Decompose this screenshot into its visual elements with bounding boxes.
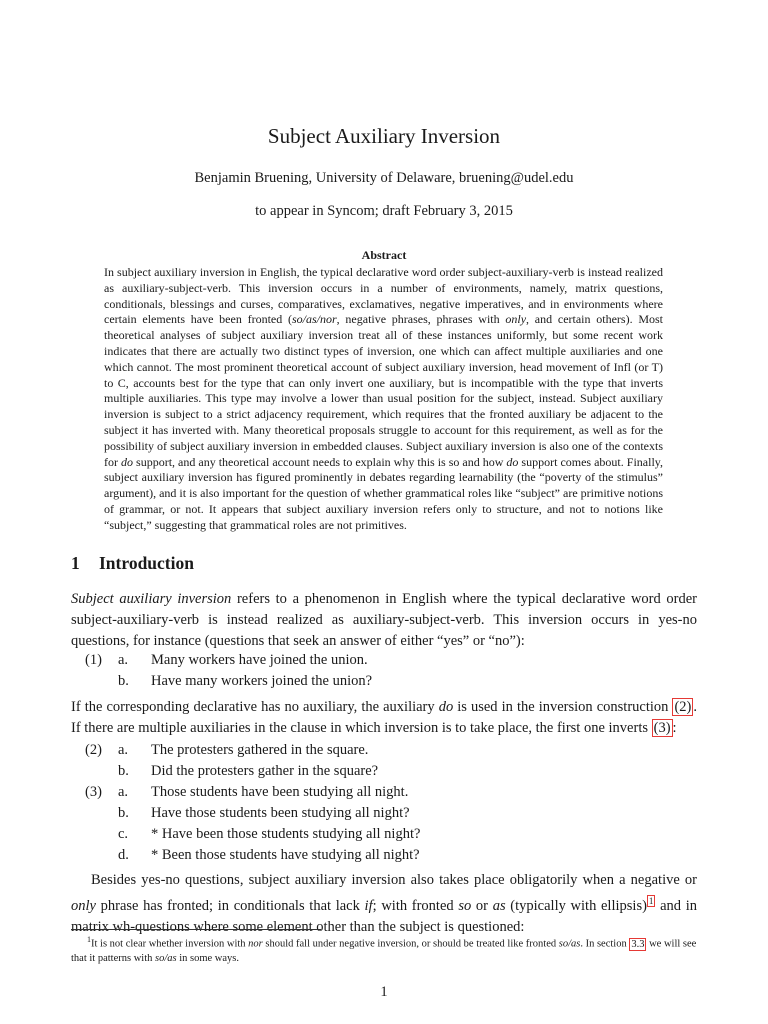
example-letter: b. bbox=[118, 805, 129, 821]
paragraph-1: Subject auxiliary inversion refers to a phenomenon in English where the typical declarative word order subject-auxiliary-verb is instead realized as auxiliary-subject-verb. This inversion occurs in yes-no questions, for instance (questions that seek an answer of either “yes” or “no”): bbox=[71, 591, 697, 649]
author-line: Benjamin Bruening, University of Delaware, bruening@udel.edu bbox=[194, 170, 574, 186]
example-text: Have those students been studying all night? bbox=[151, 805, 410, 821]
section-heading bbox=[71, 553, 194, 574]
example-letter: b. bbox=[118, 673, 129, 689]
footnote-mark: 1 bbox=[87, 935, 91, 944]
publication-note: to appear in Syncom; draft February 3, 2015 bbox=[255, 203, 513, 219]
example-row bbox=[71, 782, 697, 803]
section-ref-link[interactable]: 3.3 bbox=[631, 938, 645, 950]
section-title: Introduction bbox=[99, 553, 194, 573]
example-row bbox=[71, 740, 697, 761]
example-text: Did the protesters gather in the square? bbox=[151, 763, 379, 779]
abstract-body: In subject auxiliary inversion in English, the typical declarative word order subject-auxiliary-verb is instead realized as auxiliary-subject-verb. This inversion occurs in a number of environments, namely, matrix questions, conditionals, blessings and curses, comparatives, exclamatives, negative imperatives, and in environments where certain elements have been fronted (so/as/nor, negative phrases, phrases with only, and certain others). Most theoretical analyses of subject auxiliary inversion treat all of these instances uniformly, but some recent work indicates that there are actually two distinct types of inversion, one which can affect multiple auxiliaries and one which cannot. The most prominent theoretical account of subject auxiliary inversion, head movement of Infl (or T) to C, accounts best for the type that can only invert one auxiliary, but is incompatible with the type that inverts multiple auxiliaries. This type may involve a lower than usual position for the subject, instead. Subject auxiliary inversion is subject to a strict adjacency requirement, which requires that the fronted auxiliary be adjacent to the subject it has inverted with. Many theoretical proposals struggle to account for this requirement, as well as for the possibility of subject auxiliary inversion in embedded clauses. Subject auxiliary inversion is also one of the contexts for do support, and any theoretical account needs to explain why this is so and how do support comes about. Finally, subject auxiliary inversion has figured prominently in debates regarding learnability (the “poverty of the stimulus” argument), and it is also important for the question of whether grammatical roles like “subject” are primitive notions of grammar, or not. It appears that subject auxiliary inversion refers only to structure, and not to notions like “subject,” suggesting that grammatical roles are not primitives. bbox=[104, 265, 664, 532]
paper-title: Subject Auxiliary Inversion bbox=[267, 124, 501, 148]
example-text: The protesters gathered in the square. bbox=[151, 742, 369, 758]
example-text: Many workers have joined the union. bbox=[151, 652, 368, 668]
example-text: Those students have been studying all night. bbox=[151, 784, 409, 800]
page-number: 1 bbox=[380, 984, 388, 1000]
example-row bbox=[71, 845, 697, 866]
example-number: (1) bbox=[85, 652, 102, 668]
example-1 bbox=[71, 650, 697, 692]
footnote-divider bbox=[71, 929, 321, 930]
example-number: (3) bbox=[85, 784, 102, 800]
example-row bbox=[71, 650, 697, 671]
example-text: * Been those students have studying all night? bbox=[151, 847, 420, 863]
paragraph-2: If the corresponding declarative has no auxiliary, the auxiliary do is used in the inversion construction (2) . If there are multiple auxiliaries in the clause in which inversion is to take place, the first one inverts (3) : bbox=[71, 699, 698, 736]
example-letter: b. bbox=[118, 763, 129, 779]
example-letter: a. bbox=[118, 652, 129, 668]
example-number: (2) bbox=[85, 742, 102, 758]
footnote-ref-link[interactable]: 1 bbox=[648, 896, 654, 906]
example-letter: c. bbox=[118, 826, 129, 842]
example-letter: d. bbox=[118, 847, 129, 863]
example-row bbox=[71, 824, 697, 845]
example-letter: a. bbox=[118, 784, 129, 800]
example-text: Have many workers joined the union? bbox=[151, 673, 373, 689]
abstract-heading: Abstract bbox=[361, 248, 407, 262]
section-number: 1 bbox=[71, 553, 80, 573]
paragraph-3: Besides yes-no questions, subject auxiliary inversion also takes place obligatorily when a negative or only phrase has fronted; in conditionals that lack if; with fronted so or as (typically with ellipsis) $^1$ and in matrix wh-questions where some element other than the subject is questioned: bbox=[71, 872, 697, 935]
example-ref-link[interactable]: (2) bbox=[674, 699, 692, 715]
example-row bbox=[71, 761, 697, 782]
example-row bbox=[71, 671, 697, 692]
example-text: * Have been those students studying all night? bbox=[151, 826, 421, 842]
example-3 bbox=[71, 782, 697, 866]
example-ref-link[interactable]: (3) bbox=[653, 720, 671, 736]
example-row bbox=[71, 803, 697, 824]
footnote: $^1$It is not clear whether inversion with nor should fall under negative inversion, or should be treated like fronted so/as. In section 3.3 we will see that it patterns with so/as in some ways. bbox=[71, 935, 697, 964]
example-letter: a. bbox=[118, 742, 129, 758]
example-2 bbox=[71, 740, 697, 782]
